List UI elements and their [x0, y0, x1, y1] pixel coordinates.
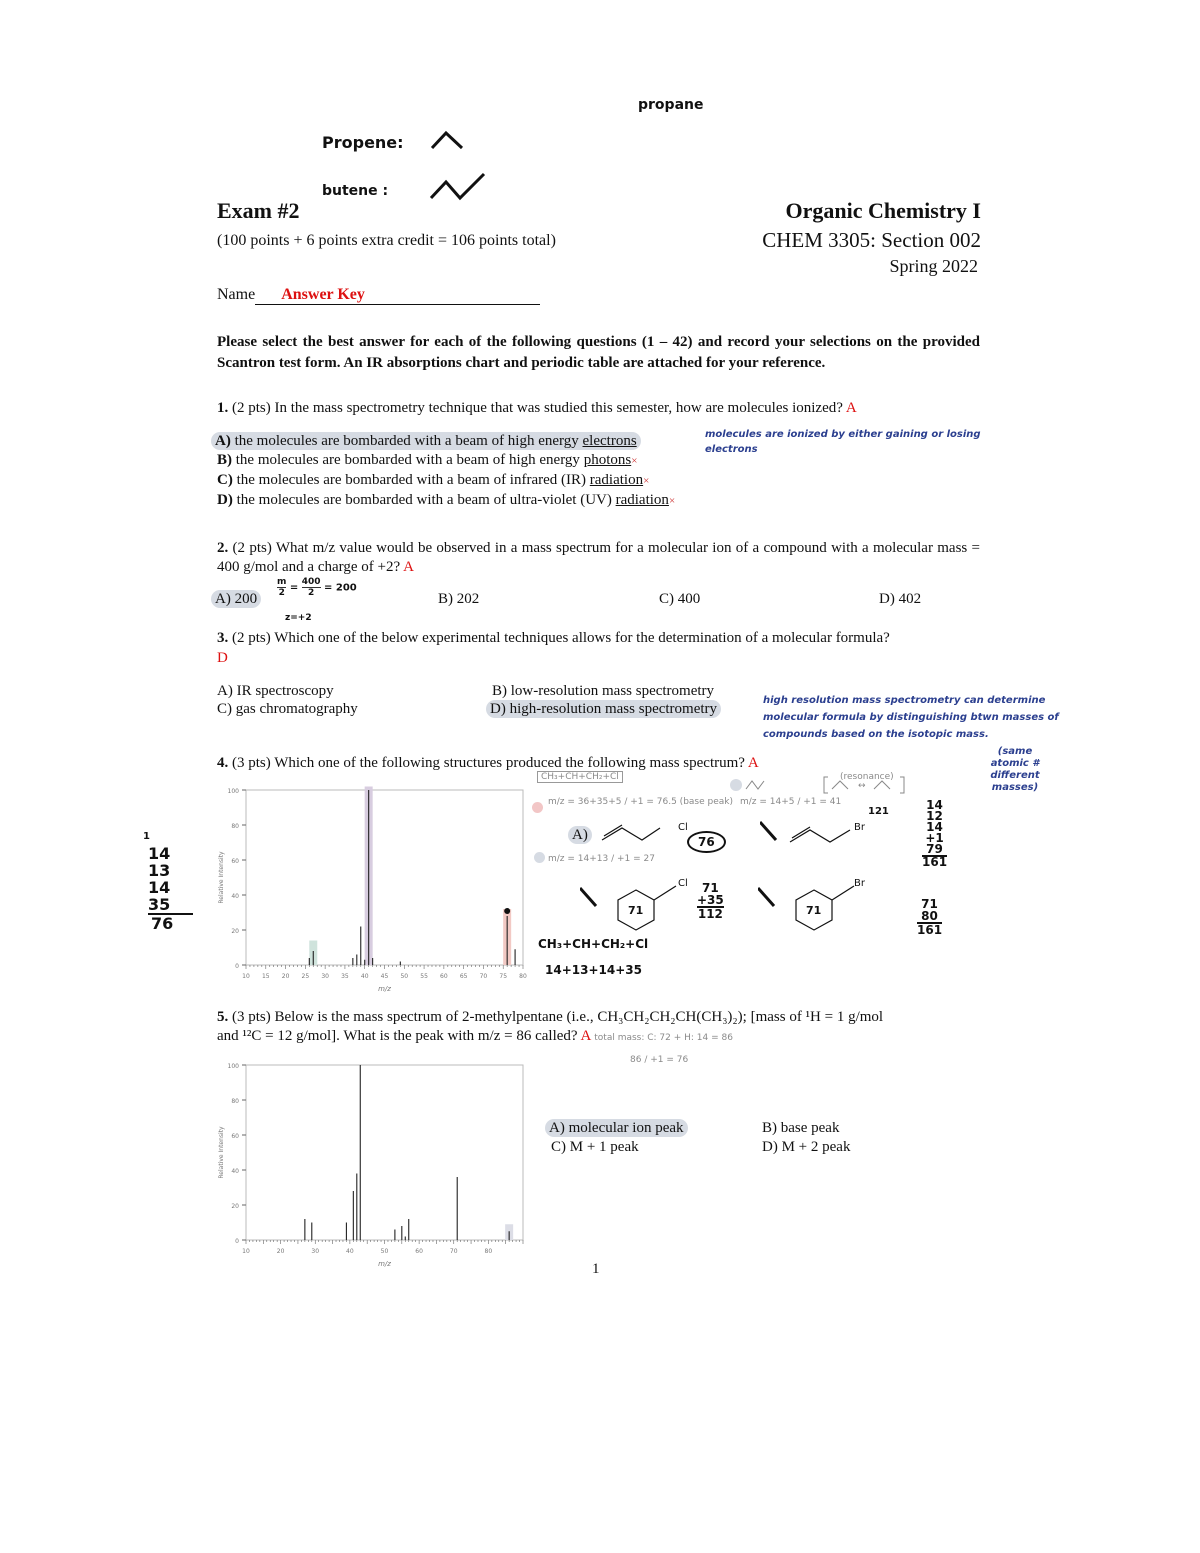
- q2-stem: 2. (2 pts) What m/z value would be observed in a mass spectrum for a molecular ion of a compound with a molecular mass = 400 g/mol and a charge of +2? A: [217, 540, 980, 575]
- q2-option-c[interactable]: C) 400: [659, 591, 701, 607]
- q1-handwritten-note: molecules are ionized by either gaining or losing electrons: [705, 429, 981, 455]
- q4-tally-71-80: 71 80 161: [917, 897, 943, 937]
- q4-chart-xtick-label-0: 10: [242, 973, 250, 980]
- q4-note-a: m/z = 36+35+5 / +1 = 76.5 (base peak): [548, 797, 733, 807]
- q4-stem: 4. (3 pts) Which one of the following structures produced the following mass spectrum? A: [217, 755, 759, 771]
- q4-sum-71-35: 71 +35 112: [697, 881, 724, 921]
- tally-right-0: 14: [926, 798, 943, 812]
- q3-option-b[interactable]: B) low-resolution mass spectrometry: [492, 683, 715, 699]
- q2-option-a[interactable]: A) 200: [217, 590, 261, 609]
- q4-chart-xtick-label-3: 25: [301, 973, 310, 980]
- q5-chart-ytick-label-5: 100: [227, 1063, 239, 1070]
- q4-peak-76-mark: [504, 908, 510, 914]
- q4-chart-xtick-label-12: 70: [479, 973, 488, 980]
- q4-ring-71: 71: [628, 904, 644, 917]
- q4-chart-xtick-label-13: 75: [499, 973, 508, 980]
- q5-chart-xtick-label-0: 10: [242, 1248, 250, 1255]
- page-number: 1: [592, 1261, 600, 1277]
- q5-chart-ytick-label-3: 60: [231, 1133, 239, 1140]
- q5-chart-xlabel: m/z: [378, 1260, 391, 1268]
- q4-tally-left: [143, 828, 193, 932]
- q3-answer: D: [217, 650, 228, 666]
- q5-handwritten-total: total mass: C: 72 + H: 14 = 86: [594, 1033, 733, 1043]
- q4-chart-xtick-label-7: 45: [380, 973, 389, 980]
- q4-mass-spectrum-chart: [213, 785, 528, 995]
- q1-answer: A: [845, 400, 857, 416]
- propene-skeletal-sketch: [430, 128, 470, 152]
- q1-option-b[interactable]: B) the molecules are bombarded with a beam of high energy photons×: [217, 452, 638, 468]
- q5-answer: A: [580, 1028, 591, 1044]
- q4-option-d-crossed-bromobenzyl[interactable]: [758, 874, 878, 934]
- q3-option-d[interactable]: D) high-resolution mass spectrometry: [492, 700, 721, 719]
- tally-left-5: 76: [151, 914, 174, 933]
- handwritten-propene-label: Propene:: [322, 133, 404, 152]
- q3-stem: 3. (2 pts) Which one of the below experimental techniques allows for the determination of a molecular formula? D: [217, 630, 890, 666]
- tally-right-4: 79: [922, 844, 947, 857]
- points-summary: (100 points + 6 points extra credit = 106 points total): [217, 232, 556, 249]
- q5-chart-ylabel: Relative Intensity: [218, 1126, 225, 1179]
- q5-handwritten-calc: 86 / +1 = 76: [630, 1055, 689, 1065]
- q5-chart-xtick-label-4: 50: [380, 1248, 389, 1255]
- q4-ring-71-b: 71: [806, 904, 822, 917]
- q1-option-d[interactable]: D) the molecules are bombarded with a beam of ultra-violet (UV) radiation×: [217, 492, 676, 508]
- q4-chart-ytick-label-5: 100: [227, 788, 239, 795]
- q1-option-a[interactable]: A) the molecules are bombarded with a beam of high energy electrons: [217, 432, 675, 451]
- q1-stem: 1. (2 pts) In the mass spectrometry technique that was studied this semester, how are molecules ionized? A: [217, 400, 857, 416]
- tally-left-1: 14: [148, 844, 171, 863]
- q4-chart-frame: [246, 790, 523, 965]
- handwritten-propane: propane: [638, 97, 704, 113]
- q4-tally-121: 121: [868, 806, 889, 817]
- q3-option-a[interactable]: A) IR spectroscopy: [217, 683, 334, 699]
- q4-tally-right: [922, 800, 947, 868]
- q5-stem: 5. (3 pts) Below is the mass spectrum of 2-methylpentane (i.e., CH₃CH₂CH₂CH(CH₃)₂); [mass of ¹H = 1 g/mol and ¹²C = 12 g/mol]. What is the peak with m/z = 86 called? A total mass: C: 72 + H: 14 = 86: [217, 1009, 884, 1044]
- q4-chart-xtick-label-4: 30: [321, 973, 329, 980]
- q5-chart-ytick-label-4: 80: [231, 1098, 239, 1105]
- q4-circled-76: 76: [687, 831, 726, 853]
- tally-right-3: +1: [925, 831, 944, 845]
- q4-formula-line: CH₃+CH+CH₂+Cl: [538, 937, 649, 951]
- q5-chart-xtick-label-7: 80: [484, 1248, 493, 1255]
- q5-chart-xtick-label-2: 30: [311, 1248, 320, 1255]
- q2-answer: A: [403, 559, 414, 575]
- name-label: Name: [217, 286, 256, 303]
- q4-chart-xtick-label-8: 50: [400, 973, 409, 980]
- q4-chart-xtick-label-11: 65: [459, 973, 468, 980]
- q4-a-cl-text: Cl: [678, 822, 688, 833]
- name-value: Answer Key: [281, 286, 365, 303]
- q4-highlight-dot-2: [534, 852, 545, 863]
- q4-chart-xtick-label-5: 35: [341, 973, 349, 980]
- q4-chart-ytick-label-1: 20: [231, 928, 239, 935]
- q4-resonance-sketch: [728, 773, 912, 795]
- q5-chart-ytick-label-2: 40: [231, 1168, 239, 1175]
- q4-b-br-text: Br: [854, 822, 865, 833]
- q4-chart-xlabel: m/z: [378, 985, 391, 993]
- q4-answer: A: [747, 755, 759, 771]
- tally-right-1: 12: [926, 809, 943, 823]
- handwritten-butene-label: butene :: [322, 183, 389, 199]
- q4-note-b: m/z = 14+5 / +1 = 41: [740, 797, 842, 807]
- q5-option-d[interactable]: D) M + 2 peak: [762, 1139, 851, 1155]
- q4-highlight-dot: [532, 802, 543, 813]
- q5-chart-ytick-label-0: 0: [235, 1238, 239, 1245]
- q4-c-cl-text: Cl: [678, 878, 688, 889]
- q4-chart-ytick-label-3: 60: [231, 858, 239, 865]
- tally-left-3: 14: [148, 878, 171, 897]
- svg-text:↔: ↔: [858, 781, 866, 791]
- q4-option-a-allyl-chloride[interactable]: [598, 818, 698, 844]
- q4-option-b-crossed[interactable]: [760, 818, 875, 846]
- tally-left-2: 13: [148, 861, 171, 880]
- q5-chart-xtick-label-3: 40: [346, 1248, 354, 1255]
- tally-right-2: 14: [926, 820, 943, 834]
- q2-option-b[interactable]: B) 202: [438, 591, 480, 607]
- name-line: [217, 286, 561, 305]
- q4-chart-ytick-label-0: 0: [235, 963, 239, 970]
- q2-handwritten-calc: $\frac{m}{2}$ = $\frac{400}{2} = 200$: [277, 577, 357, 598]
- q5-chart-xtick-label-6: 70: [449, 1248, 458, 1255]
- q4-option-c-crossed-chlorobenzyl[interactable]: [580, 874, 700, 934]
- q3-handwritten-note: high resolution mass spectrometry can determine molecular formula by distinguishing btwn masses of compounds based on the isotopic mass.: [763, 695, 1059, 740]
- q5-chart-ytick-label-1: 20: [231, 1203, 239, 1210]
- q4-chart-xtick-label-10: 60: [440, 973, 448, 980]
- q5-option-b[interactable]: B) base peak: [762, 1120, 840, 1136]
- tally-left-0: 1: [143, 831, 150, 842]
- course-section: CHEM 3305: Section 002: [762, 228, 981, 252]
- q4-chart-ytick-label-2: 40: [231, 893, 239, 900]
- q2-option-d[interactable]: D) 402: [879, 591, 922, 607]
- q4-resonance-note: (resonance): [840, 772, 894, 782]
- q1-option-c[interactable]: C) the molecules are bombarded with a beam of infrared (IR) radiation×: [217, 472, 650, 488]
- course-title: Organic Chemistry I: [785, 198, 981, 223]
- q4-note-c: m/z = 14+13 / +1 = 27: [548, 854, 655, 864]
- q5-option-c[interactable]: C) M + 1 peak: [551, 1139, 639, 1155]
- instructions: Please select the best answer for each of the following questions (1 – 42) and record your selections on the provided Scantron test form. An IR absorptions chart and periodic table are attached for your reference.: [217, 334, 980, 371]
- q1-options: [217, 432, 675, 511]
- q3-handwritten-note-b: (same atomic # different masses): [990, 746, 1040, 793]
- q3-option-c[interactable]: C) gas chromatography: [217, 701, 358, 717]
- q4-note-fragment-top: CH₃+CH+CH₂+Cl: [537, 771, 623, 783]
- q4-chart-xtick-label-2: 20: [281, 973, 290, 980]
- q4-chart-xtick-label-14: 80: [519, 973, 527, 980]
- q4-chart-xtick-label-1: 15: [261, 973, 270, 980]
- q4-chart-xtick-label-6: 40: [360, 973, 369, 980]
- butene-skeletal-sketch: [428, 170, 490, 204]
- q5-option-a[interactable]: A) molecular ion peak: [551, 1119, 688, 1138]
- course-term: Spring 2022: [889, 256, 978, 276]
- tally-right-5: 161: [922, 855, 948, 869]
- q4-chart-ylabel: Relative Intensity: [218, 851, 225, 904]
- q5-chart-xtick-label-5: 60: [415, 1248, 423, 1255]
- q4-chart-ytick-label-4: 80: [231, 823, 239, 830]
- q5-chart-frame: [246, 1065, 523, 1240]
- q4-formula-sum: 14+13+14+35: [545, 963, 642, 977]
- q5-chart-xtick-label-1: 20: [276, 1248, 285, 1255]
- exam-title: Exam #2: [217, 198, 300, 223]
- q4-option-a-label[interactable]: A): [574, 826, 592, 845]
- q2-handwritten-z: z=+2: [285, 613, 312, 623]
- q4-d-br-text: Br: [854, 878, 865, 889]
- q5-mass-spectrum-chart: [213, 1060, 528, 1270]
- tally-left-4: 35: [148, 896, 193, 915]
- q4-chart-xtick-label-9: 55: [420, 973, 428, 980]
